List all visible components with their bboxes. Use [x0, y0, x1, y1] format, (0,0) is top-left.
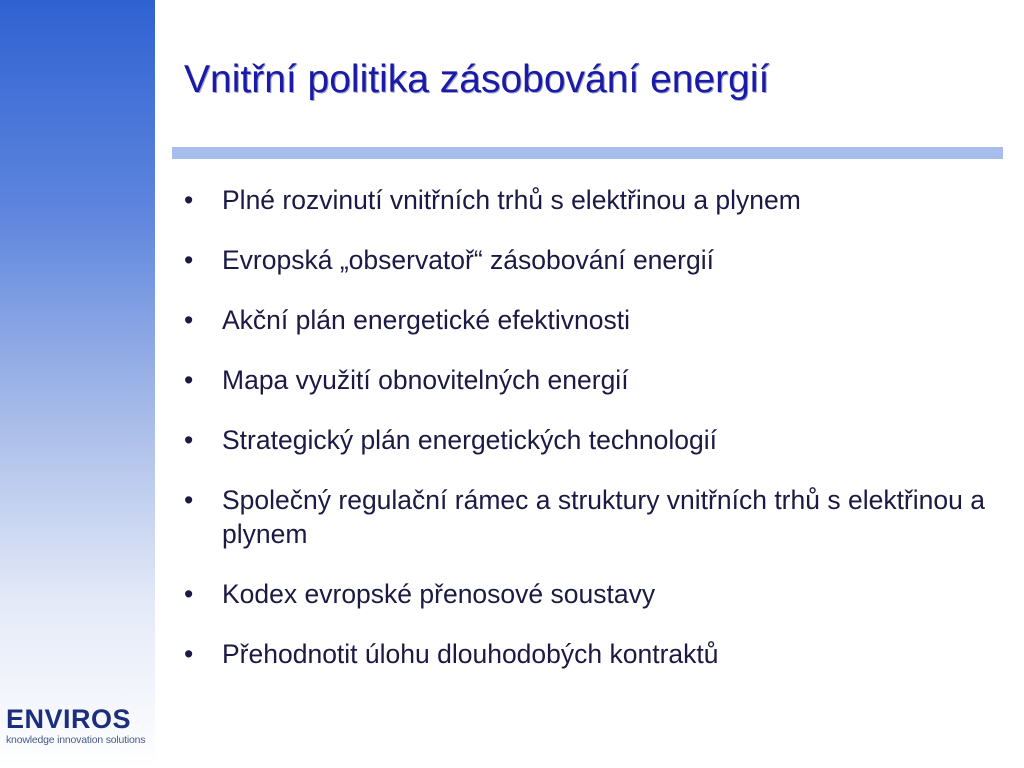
- side-gradient-band: [0, 0, 155, 768]
- bullet-item-5: [184, 423, 1004, 457]
- enviros-logo: [6, 704, 156, 746]
- bullet-item-8: [184, 637, 1004, 671]
- bullet-list: [184, 183, 1004, 697]
- bullet-icon: •: [184, 579, 194, 609]
- bullet-item-4: [184, 363, 1004, 397]
- bullet-icon: •: [184, 639, 194, 669]
- logo-wordmark: ENVIROS: [6, 704, 132, 734]
- title-underline-bar: [172, 147, 1003, 159]
- bullet-item-2: [184, 243, 1004, 277]
- logo-tagline: knowledge innovation solutions: [6, 734, 146, 746]
- bullet-text: Kodex evropské přenosové soustavy: [222, 579, 656, 609]
- bullet-icon: •: [184, 185, 194, 215]
- bullet-icon: •: [184, 425, 194, 455]
- bullet-item-3: [184, 303, 1004, 337]
- bullet-item-7: [184, 577, 1004, 611]
- bullet-text: Strategický plán energetických technologií: [222, 425, 717, 455]
- bullet-icon: •: [184, 245, 194, 275]
- bullet-item-6: [184, 483, 1004, 551]
- slide-title: Vnitřní politika zásobování energií: [184, 58, 770, 101]
- bullet-icon: •: [184, 305, 194, 335]
- bullet-text: Akční plán energetické efektivnosti: [222, 305, 631, 335]
- bullet-icon: •: [184, 485, 194, 515]
- bullet-text: Evropská „observatoř“ zásobování energií: [222, 245, 714, 275]
- bullet-text: Plné rozvinutí vnitřních trhů s elektřinou a plynem: [222, 185, 801, 215]
- bullet-icon: •: [184, 365, 194, 395]
- bullet-text: Mapa využití obnovitelných energií: [222, 365, 629, 395]
- bullet-item-1: [184, 183, 1004, 217]
- bullet-text: Společný regulační rámec a struktury vnitřních trhů s elektřinou a plynem: [222, 485, 985, 549]
- bullet-text: Přehodnotit úlohu dlouhodobých kontraktů: [222, 639, 719, 669]
